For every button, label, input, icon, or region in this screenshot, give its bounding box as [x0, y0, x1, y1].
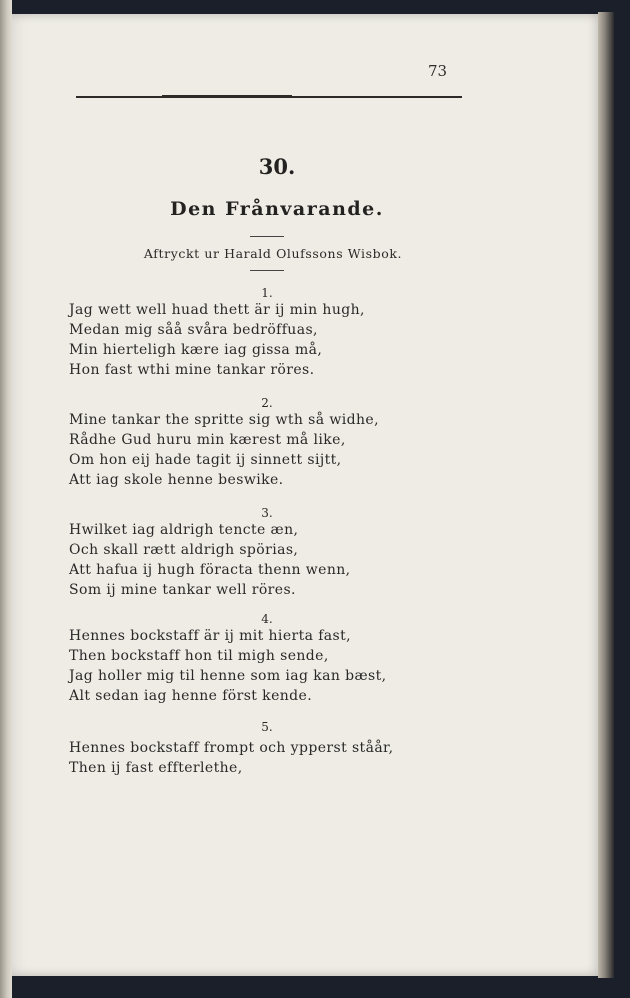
poem-title: Den Frånvarande.: [170, 198, 384, 220]
verse-line: Att hafua ij hugh föracta thenn wenn,: [69, 562, 351, 578]
page-edge-shadow: [598, 12, 614, 978]
verse-line: Then ij fast effterlethe,: [69, 760, 243, 776]
verse-line: Mine tankar the spritte sig wth så widhe,: [69, 412, 379, 428]
verse-line: Medan mig såå svåra bedröffuas,: [69, 322, 318, 338]
header-rule-ornament: [162, 95, 292, 98]
verse-line: Rådhe Gud huru min kærest må like,: [69, 432, 346, 448]
verse-line: Hon fast wthi mine tankar röres.: [69, 362, 315, 378]
stanza-number: 2.: [261, 396, 273, 410]
verse-line: Alt sedan iag henne först kende.: [69, 688, 313, 704]
stanza-number: 1.: [261, 286, 273, 300]
stanza-number: 3.: [261, 506, 273, 520]
title-rule-bottom: [250, 270, 284, 271]
verse-line: Hennes bockstaff frompt och ypperst ståår,: [69, 740, 394, 756]
verse-line: Och skall rætt aldrigh spörias,: [69, 542, 299, 558]
verse-line: Jag wett well huad thett är ij min hugh,: [69, 302, 365, 318]
facing-page-edge: [0, 0, 12, 998]
poem-number: 30.: [258, 154, 296, 179]
poem-subtitle: Aftryckt ur Harald Olufssons Wisbok.: [143, 246, 403, 261]
title-rule-top: [250, 236, 284, 237]
verse-line: Then bockstaff hon til migh sende,: [69, 648, 329, 664]
verse-line: Som ij mine tankar well röres.: [69, 582, 296, 598]
stanza-number: 4.: [261, 612, 273, 626]
page-number: 73: [428, 62, 448, 80]
verse-line: Min hierteligh kære iag gissa må,: [69, 342, 323, 358]
verse-line: Hennes bockstaff är ij mit hierta fast,: [69, 628, 352, 644]
verse-line: Hwilket iag aldrigh tencte æn,: [69, 522, 299, 538]
verse-line: Jag holler mig til henne som iag kan bæst,: [69, 668, 387, 684]
verse-line: Att iag skole henne beswike.: [69, 472, 284, 488]
stanza-number: 5.: [261, 720, 273, 734]
page-paper: [12, 14, 602, 976]
verse-line: Om hon eij hade tagit ij sinnett sijtt,: [69, 452, 342, 468]
